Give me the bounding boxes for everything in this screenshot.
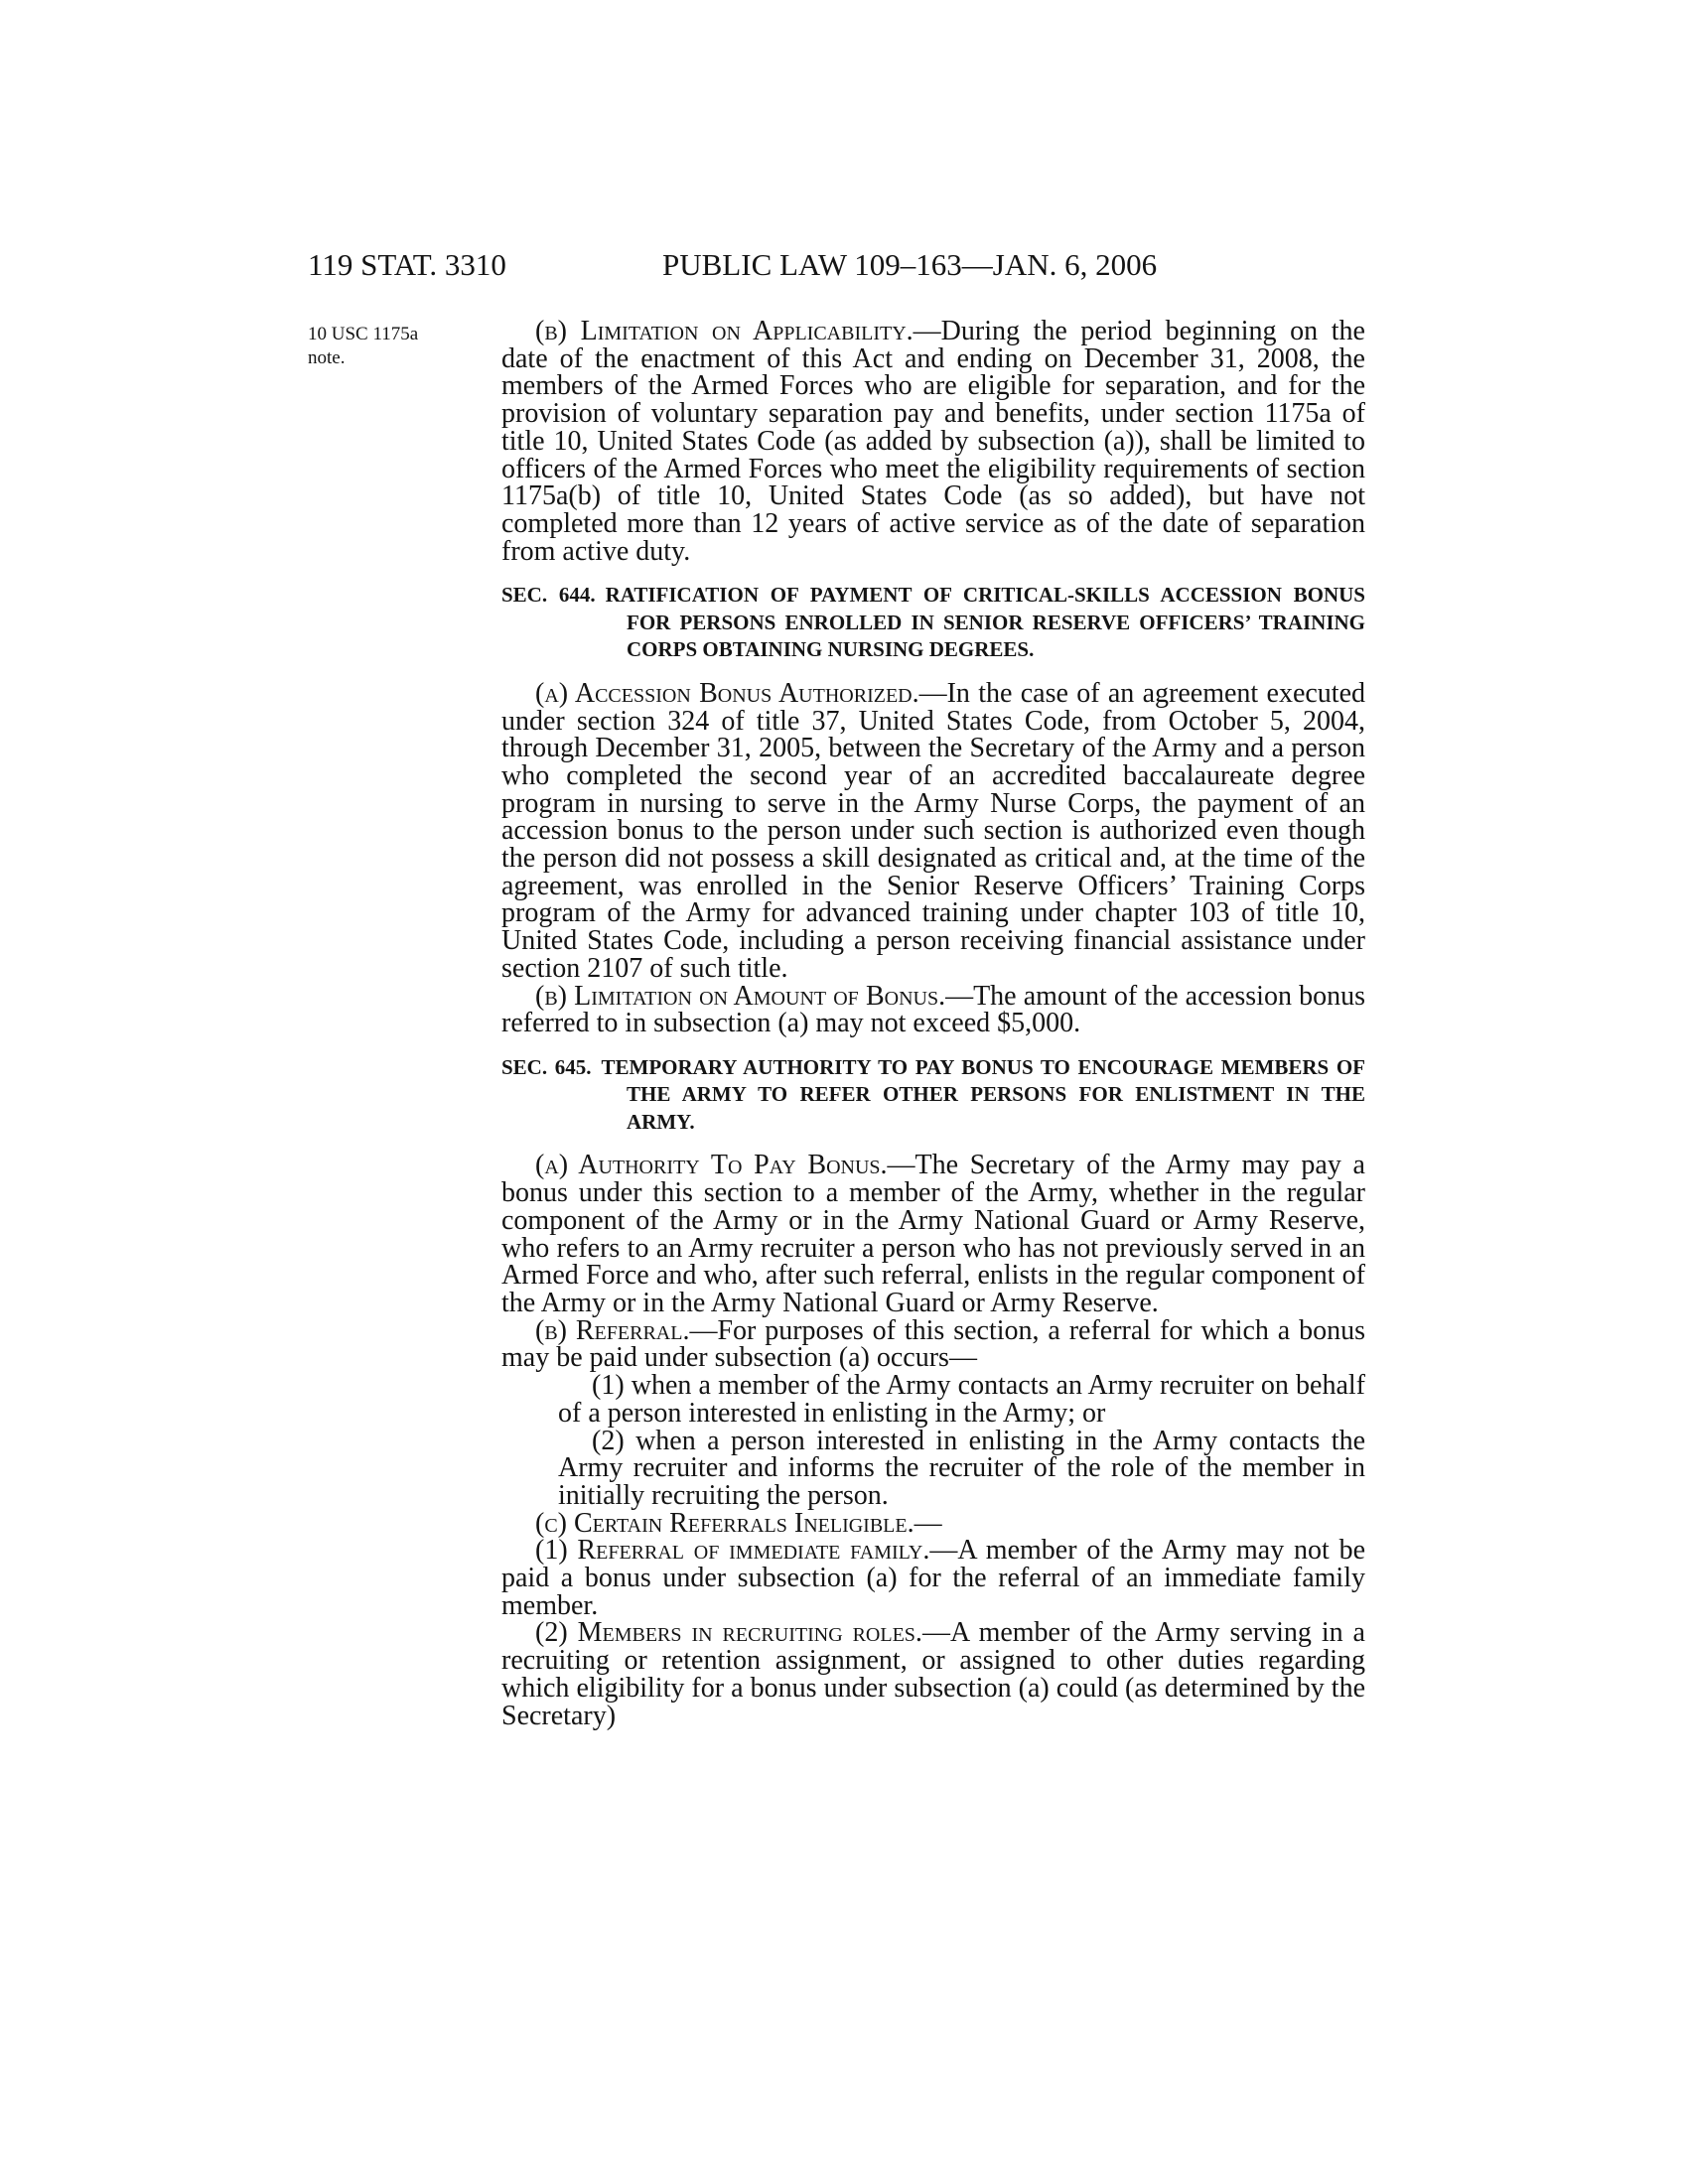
sec645-b-heading: (b) Referral.	[535, 1314, 690, 1346]
sec644-paragraph-b	[501, 980, 1365, 1039]
sec645-number: SEC. 645.	[501, 1054, 592, 1079]
margin-note-citation: 10 USC 1175a	[308, 324, 419, 344]
page-header	[308, 245, 1400, 285]
sec643-b-text: —During the period beginning on the date of the enactment of this Act and ending on December 31, 2008, the members of the Armed Forces who are eligible for separation, and for the provision of voluntary separation pay and benefits, under section 1175a of title 10, United States Code (as added by subsection (a)), shall be limited to officers of the Armed Forces who meet the eligibility requirements of section 1175a(b) of title 10, United States Code (as so added), but have not completed more than 12 years of active service as of the date of separation from active duty.	[501, 316, 1365, 567]
sec644-a-heading: (a) Accession Bonus Authorized.	[535, 677, 919, 709]
sec645-c2-heading: (2) Members in recruiting roles.	[535, 1617, 922, 1649]
sec645-c1-heading: (1) Referral of immediate family.	[535, 1535, 930, 1567]
margin-note-suffix: note.	[308, 347, 346, 368]
margin-note	[308, 323, 457, 370]
sec645-a-text: —The Secretary of the Army may pay a bonus under this section to a member of the Army, whether in the regular component of the Army or in the Army National Guard or Army Reserve, who refers to an Army recruiter a person who has not previously served in an Armed Force and who, after such referral, enlists in the regular component of the Army or in the Army National Guard or Army Reserve.	[501, 1150, 1365, 1318]
sec645-c2	[501, 1619, 1365, 1729]
header-title: PUBLIC LAW 109–163—JAN. 6, 2006	[662, 247, 1158, 282]
sec645-c1	[501, 1537, 1365, 1619]
stat-page-number: 119 STAT. 3310	[308, 247, 506, 282]
sec644-a-text: —In the case of an agreement executed under section 324 of title 37, United States Code, from October 5, 2004, through December 31, 2005, between the Secretary of the Army and a person who completed the second year of an accredited baccalaureate degree program in nursing to serve in the Army Nurse Corps, the payment of an accession bonus to the person under such section is authorized even though the person did not possess a skill designated as critical and, at the time of the agreement, was enrolled in the Senior Reserve Officers’ Training Corps program of the Army for advanced training under chapter 103 of title 10, United States Code, including a person receiving financial assistance under section 2107 of such title.	[501, 677, 1366, 984]
sec644-title: RATIFICATION OF PAYMENT OF CRITICAL-SKILLS ACCESSION BONUS FOR PERSONS ENROLLED IN SENIOR RESERVE OFFICERS’ TRAINING CORPS OBTAINING NURSING DEGREES.	[605, 583, 1365, 662]
sec645-c-heading: (c) Certain Referrals Ineligible.	[535, 1507, 914, 1539]
sec644-heading	[501, 582, 1365, 664]
sec645-b1: (1) when a member of the Army contacts an Army recruiter on behalf of a person interested in enlisting in the Army; or	[558, 1370, 1365, 1429]
sec645-paragraph-a	[501, 1152, 1365, 1316]
sec645-paragraph-c	[501, 1507, 1365, 1539]
sec645-b-text: —For purposes of this section, a referral for which a bonus may be paid under subsection (a) occurs—	[501, 1314, 1366, 1374]
sec645-title: TEMPORARY AUTHORITY TO PAY BONUS TO ENCOURAGE MEMBERS OF THE ARMY TO REFER OTHER PERSONS FOR ENLISTMENT IN THE ARMY.	[601, 1054, 1365, 1134]
sec644-b-text: —The amount of the accession bonus referred to in subsection (a) may not exceed $5,000.	[501, 980, 1365, 1039]
sec644-paragraph-a	[501, 677, 1366, 984]
body-text	[501, 318, 1365, 1729]
sec644-number: SEC. 644.	[501, 583, 596, 608]
sec645-paragraph-b	[501, 1314, 1366, 1374]
sec643-b-heading: (b) Limitation on Applicability.	[535, 316, 914, 346]
sec645-c2-text: —A member of the Army serving in a recruiting or retention assignment, or assigned to other duties regarding which eligibility for a bonus under subsection (a) could (as determined by the Secretary)	[501, 1617, 1365, 1731]
sec645-c1-text: —A member of the Army may not be paid a bonus under subsection (a) for the referral of an immediate family member.	[501, 1535, 1366, 1621]
sec645-heading	[501, 1054, 1365, 1137]
sec644-b-heading: (b) Limitation on Amount of Bonus.	[535, 980, 946, 1012]
sec645-a-heading: (a) Authority To Pay Bonus.	[535, 1150, 888, 1181]
sec645-c-dash: —	[914, 1507, 942, 1539]
sec643-paragraph-b	[501, 318, 1365, 565]
sec645-b2: (2) when a person interested in enlisting in the Army contacts the Army recruiter and informs the recruiter of the role of the member in initially recruiting the person.	[558, 1425, 1365, 1511]
